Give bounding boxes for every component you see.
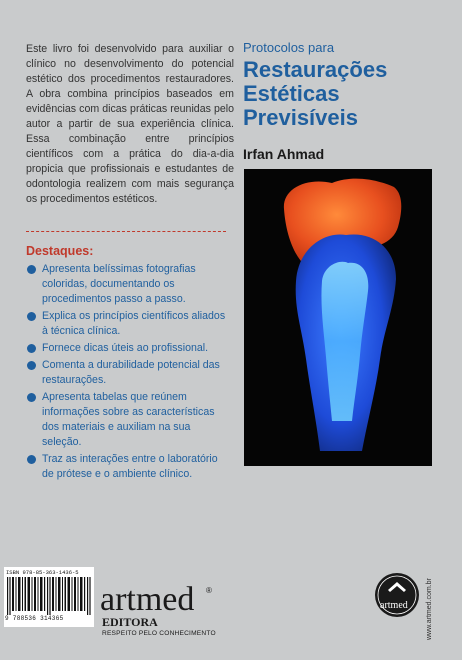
publisher-url[interactable]: www.artmed.com.br <box>426 578 433 640</box>
highlights-list <box>26 262 231 484</box>
list-item <box>26 390 231 450</box>
publisher-logo: artmed <box>100 581 195 618</box>
publisher-tagline: RESPEITO PELO CONHECIMENTO <box>102 630 216 637</box>
barcode-bars <box>7 577 91 615</box>
bullet-icon <box>27 393 36 402</box>
book-title <box>243 58 387 130</box>
highlight-text: Apresenta tabelas que reúnem informações sobre as características dos materiais e auxiliam na sua seleção. <box>42 391 215 448</box>
highlight-text: Comenta a durabilidade potencial das restaurações. <box>42 359 220 386</box>
title-kicker: Protocolos para <box>243 40 335 55</box>
highlight-text: Traz as interações entre o laboratório de prótese e o ambiente clínico. <box>42 453 218 480</box>
highlight-text: Fornece dicas úteis ao profissional. <box>42 342 209 354</box>
seal-label: artmed <box>380 600 408 611</box>
bullet-icon <box>27 265 36 274</box>
barcode-number: 9 788536 314365 <box>5 615 64 622</box>
title-line: Previsíveis <box>243 105 358 130</box>
title-line: Restaurações <box>243 57 388 82</box>
isbn-text: ISBN 978-85-363-1436-5 <box>6 569 79 576</box>
artmed-seal-icon <box>374 572 420 618</box>
highlight-text: Apresenta belíssimas fotografias coloridas, documentando os procedimentos passo a passo. <box>42 263 196 305</box>
publisher-imprint: EDITORA <box>102 615 158 629</box>
author-name: Irfan Ahmad <box>243 146 325 162</box>
bullet-icon <box>27 344 36 353</box>
list-item <box>26 309 231 339</box>
title-line: Estéticas <box>243 81 340 106</box>
tooth-photo <box>244 169 432 466</box>
bullet-icon <box>27 455 36 464</box>
bullet-icon <box>27 312 36 321</box>
highlight-text: Explica os princípios científicos aliados à técnica clínica. <box>42 310 226 337</box>
bullet-icon <box>27 361 36 370</box>
list-item <box>26 452 231 482</box>
back-cover-blurb: Este livro foi desenvolvido para auxiliar o clínico no desenvolvimento do potencial estético dos procedimentos restauradores. A obra combina princípios baseados em evidências com dicas práticas reunidas pelo autor a partir de sua experiência clínica. Essa combinação entre princípios científicos com a prática do dia-a-dia propicia que profissionais e estudantes de odontologia realizem com mais segurança os procedimentos estéticos. <box>26 43 234 205</box>
list-item <box>26 262 231 307</box>
highlights-heading: Destaques: <box>26 244 94 258</box>
registered-mark: ® <box>206 586 212 595</box>
list-item <box>26 341 231 356</box>
list-item <box>26 358 231 388</box>
section-divider <box>26 231 226 232</box>
